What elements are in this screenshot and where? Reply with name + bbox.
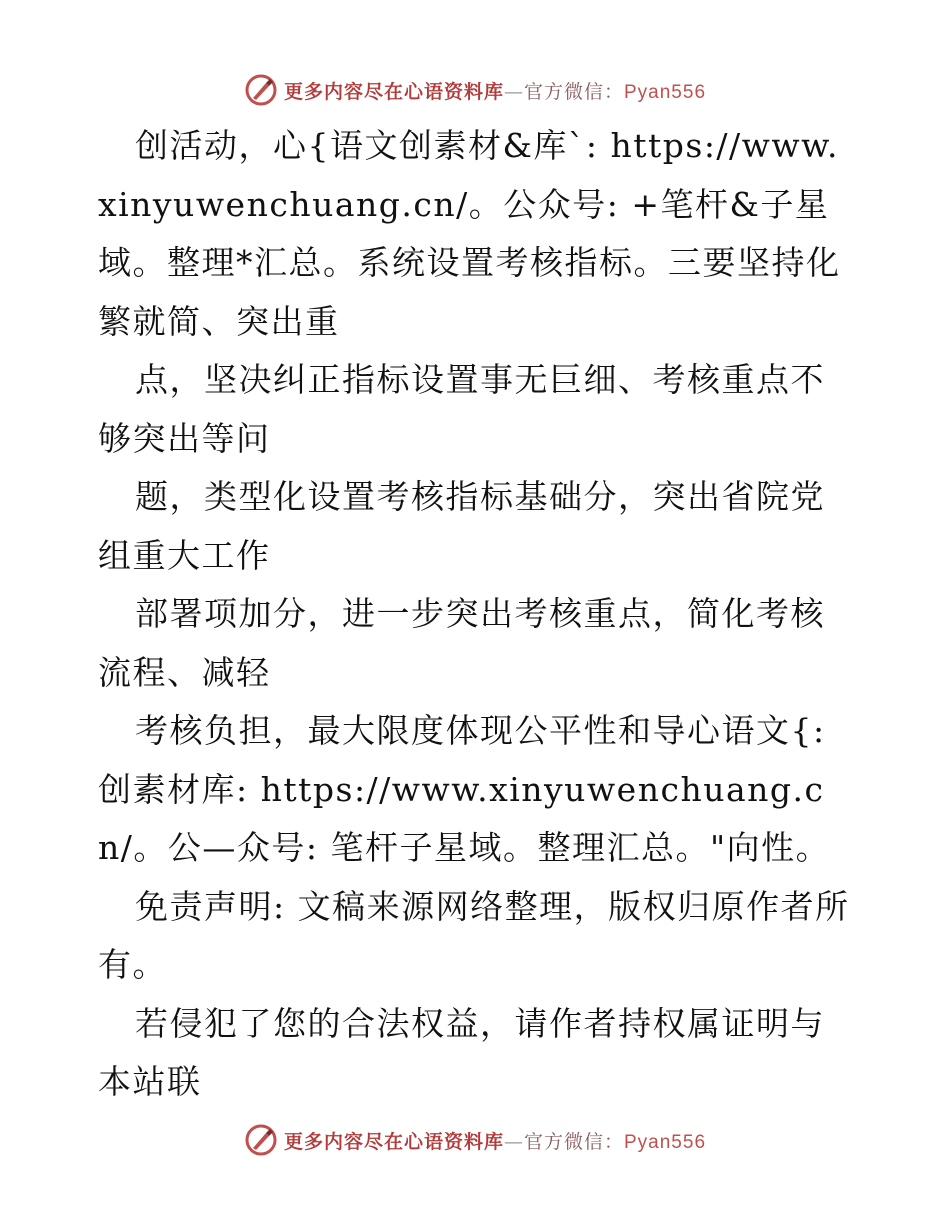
paragraph: 考核负担，最大限度体现公平性和导心语文{:创素材库: https://www.xinyuwenchuang.cn/。公—众号: 笔杆子星域。整理汇总。"向性。	[98, 711, 831, 867]
header-brand: 更多内容尽在心语资料库	[283, 80, 504, 103]
footer-brand: 更多内容尽在心语资料库	[283, 1130, 504, 1153]
paragraph: 点，坚决纠正指标设置事无巨细、考核重点不够突出等问	[98, 360, 825, 458]
header-wechat-id: Pyan556	[624, 81, 707, 103]
paragraph: 题，类型化设置考核指标基础分，突出省院党组重大工作	[98, 477, 825, 575]
pen-logo-icon	[244, 73, 278, 107]
footer-text	[284, 1127, 706, 1154]
paragraph: 免责声明: 文稿来源网络整理，版权归原作者所有。	[98, 886, 850, 984]
header-contact-label: 官方微信：	[523, 80, 624, 103]
document-body	[98, 117, 858, 1112]
footer-wechat-id: Pyan556	[624, 1131, 707, 1153]
pen-logo-icon	[244, 1123, 278, 1157]
paragraph: 部署项加分，进一步突出考核重点，简化考核流程、减轻	[98, 594, 825, 692]
paragraph: 若侵犯了您的合法权益，请作者持权属证明与本站联	[98, 1003, 825, 1101]
header-banner	[0, 70, 950, 110]
paragraph: 创活动，心{语文创素材&库`: https://www.xinyuwenchuang.cn/。公众号: +笔杆&子星域。整理*汇总。系统设置考核指标。三要坚持化繁就简、突出重	[98, 126, 841, 341]
header-text	[284, 77, 706, 104]
footer-contact-label: 官方微信：	[523, 1130, 624, 1153]
footer-banner	[0, 1120, 950, 1160]
header-separator: —	[503, 80, 524, 103]
footer-separator: —	[503, 1130, 524, 1153]
